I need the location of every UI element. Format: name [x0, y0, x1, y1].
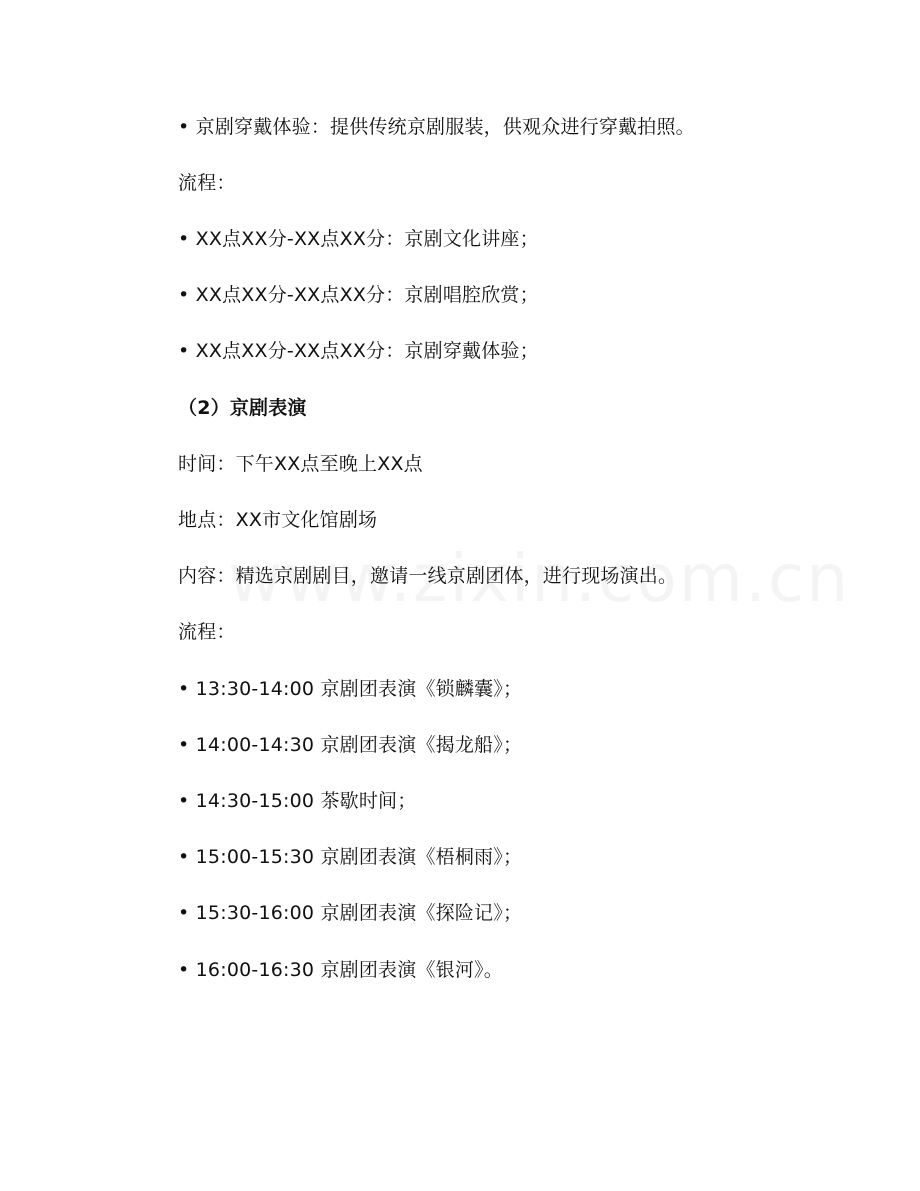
process-heading-1: 流程：	[178, 172, 236, 194]
performance-time: 时间：下午XX点至晚上XX点	[178, 453, 423, 475]
schedule-item-singing: • XX点XX分-XX点XX分：京剧唱腔欣赏；	[178, 284, 539, 306]
performance-content: 内容：精选京剧剧目，邀请一线京剧团体，进行现场演出。	[178, 565, 678, 587]
process-heading-2: 流程：	[178, 621, 236, 643]
schedule-item-jielongchuan: • 14:00-14:30 京剧团表演《揭龙船》；	[178, 734, 523, 756]
section-heading-performance: （2）京剧表演	[178, 397, 307, 419]
schedule-item-tea-break: • 14:30-15:00 茶歇时间；	[178, 790, 417, 812]
schedule-item-suolinnang: • 13:30-14:00 京剧团表演《锁麟囊》；	[178, 678, 523, 700]
schedule-item-tanxianji: • 15:30-16:00 京剧团表演《探险记》；	[178, 902, 523, 924]
bullet-costume-experience: • 京剧穿戴体验：提供传统京剧服装，供观众进行穿戴拍照。	[178, 116, 695, 138]
schedule-item-lecture: • XX点XX分-XX点XX分：京剧文化讲座；	[178, 228, 539, 250]
schedule-item-costume: • XX点XX分-XX点XX分：京剧穿戴体验；	[178, 340, 539, 362]
schedule-item-wutongyu: • 15:00-15:30 京剧团表演《梧桐雨》；	[178, 846, 523, 868]
performance-location: 地点：XX市文化馆剧场	[178, 509, 378, 531]
schedule-item-yinhe: • 16:00-16:30 京剧团表演《银河》。	[178, 959, 503, 981]
